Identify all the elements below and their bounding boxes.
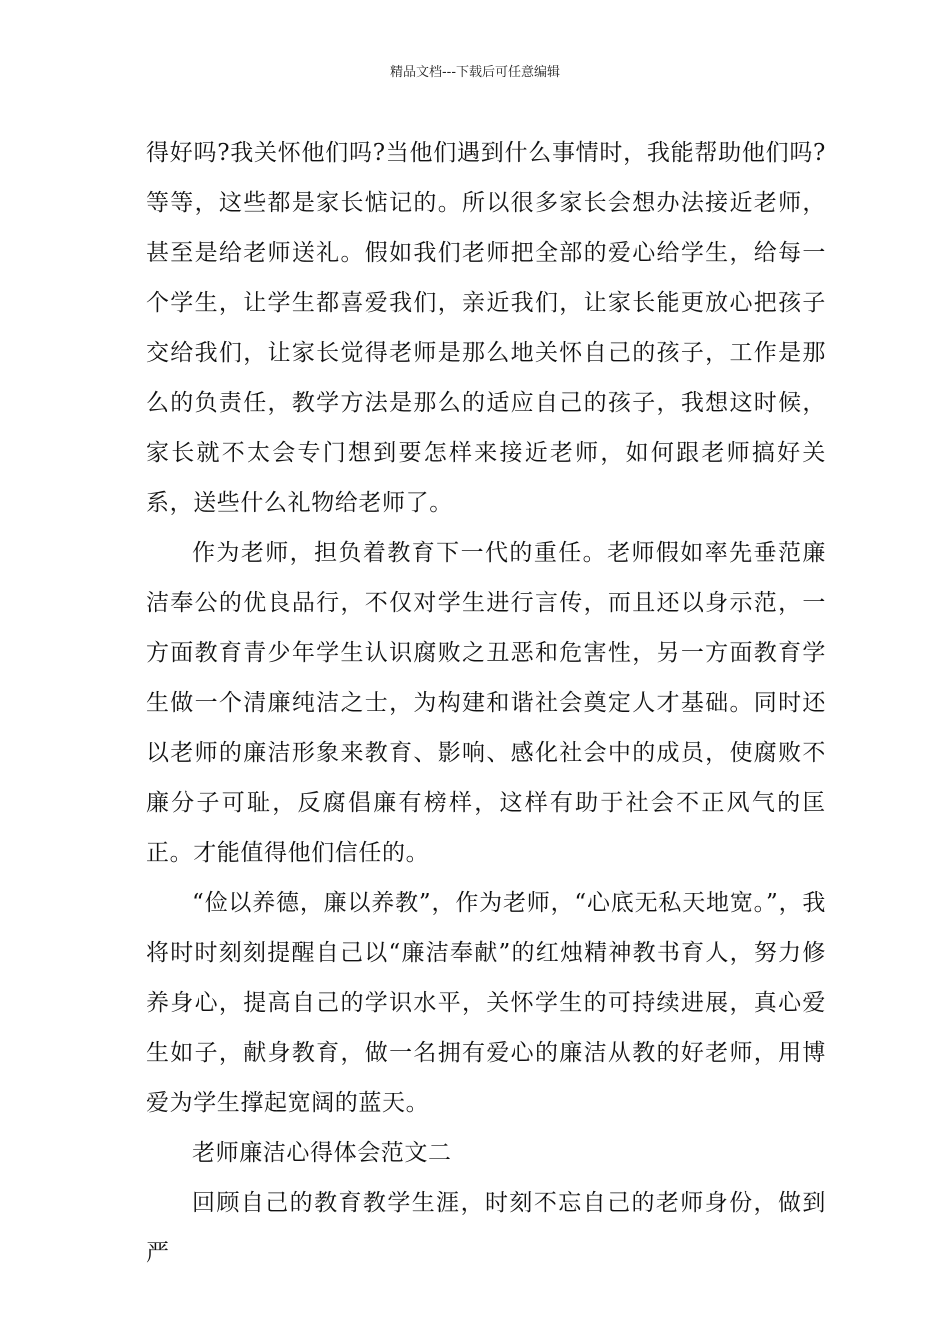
paragraph-3: “俭以养德，廉以养教”，作为老师，“心底无私天地宽。”，我将时时刻刻提醒自己以“廉洁奉献”的红烛精神教书育人，努力修养身心，提高自己的学识水平，关怀学生的可持续进展，真心爱生如子，献身教育，做一名拥有爱心的廉洁从教的好老师，用博爱为学生撑起宽阔的蓝天。 [146, 890, 826, 1116]
page-header: 精品文档---下载后可任意编辑 [389, 65, 561, 80]
document-body [146, 128, 826, 1278]
section-heading: 老师廉洁心得体会范文二 [192, 1140, 452, 1166]
paragraph-2: 作为老师，担负着教育下一代的重任。老师假如率先垂范廉洁奉公的优良品行，不仅对学生进行言传，而且还以身示范，一方面教育青少年学生认识腐败之丑恶和危害性，另一方面教育学生做一个清廉纯洁之士，为构建和谐社会奠定人才基础。同时还以老师的廉洁形象来教育、影响、感化社会中的成员，使腐败不廉分子可耻，反腐倡廉有榜样，这样有助于社会不正风气的匡正。才能值得他们信任的。 [146, 540, 826, 866]
paragraph-4: 回顾自己的教育教学生涯，时刻不忘自己的老师身份，做到严 [146, 1190, 826, 1266]
paragraph-1: 得好吗?我关怀他们吗?当他们遇到什么事情时，我能帮助他们吗?等等，这些都是家长惦记的。所以很多家长会想办法接近老师，甚至是给老师送礼。假如我们老师把全部的爱心给学生，给每一个学生，让学生都喜爱我们，亲近我们，让家长能更放心把孩子交给我们，让家长觉得老师是那么地关怀自己的孩子，工作是那么的负责任，教学方法是那么的适应自己的孩子，我想这时候，家长就不太会专门想到要怎样来接近老师，如何跟老师搞好关系，送些什么礼物给老师了。 [146, 140, 826, 516]
